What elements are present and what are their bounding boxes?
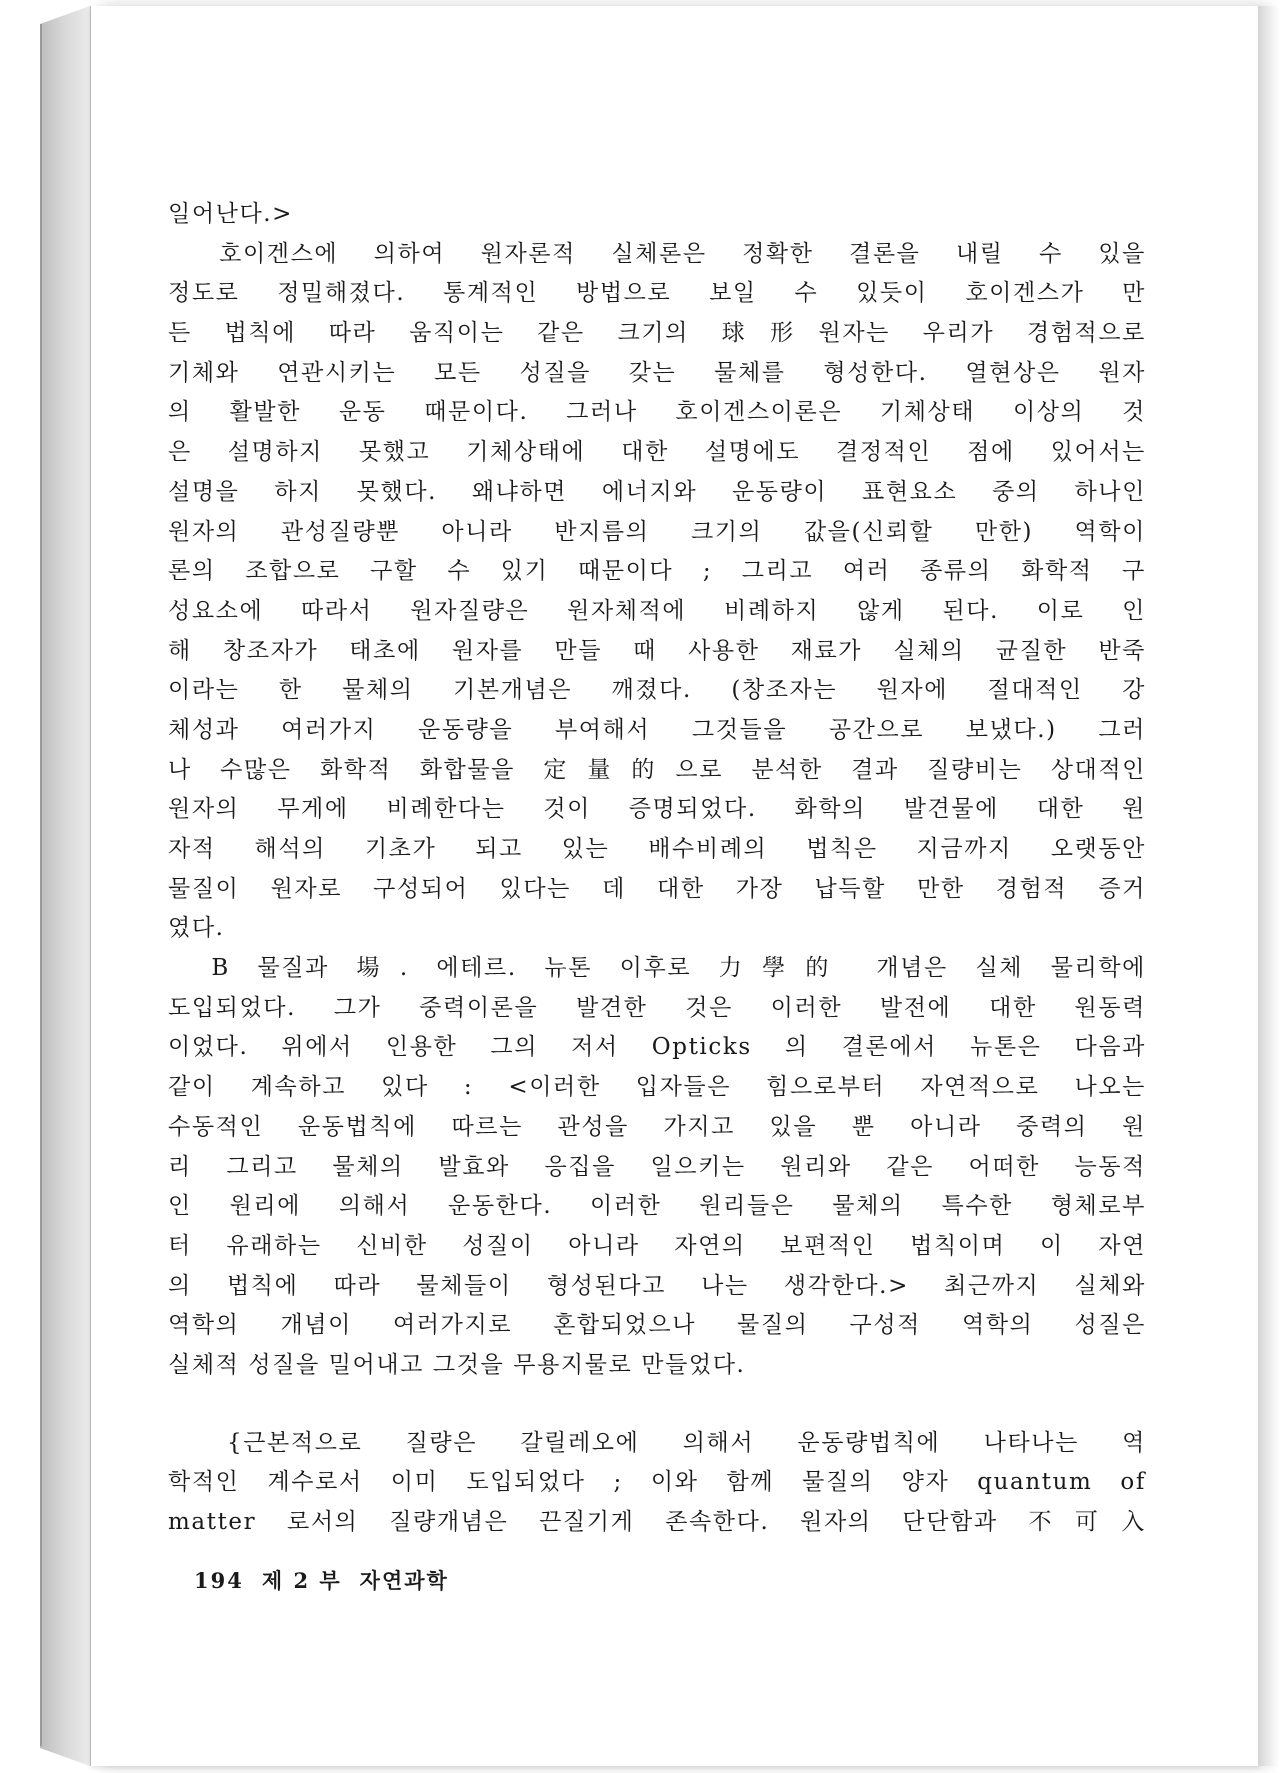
text-line: 역학의 개념이 여러가지로 혼합되었으나 물질의 구성적 역학의 성질은 bbox=[168, 1312, 1146, 1339]
text-line: 든 법칙에 따라 움직이는 같은 크기의 球形원자는 우리가 경험적으로 bbox=[168, 320, 1146, 347]
text-line: 이라는 한 물체의 기본개념은 깨졌다. (창조자는 원자에 절대적인 강 bbox=[168, 677, 1146, 704]
paragraph-gap bbox=[168, 1386, 1146, 1424]
text-line: 원자의 관성질량뿐 아니라 반지름의 크기의 값을(신뢰할 만한) 역학이 bbox=[168, 518, 1146, 545]
text-line: 해 창조자가 태초에 원자를 만들 때 사용한 재료가 실체의 균질한 반죽 bbox=[168, 637, 1146, 664]
text-line: B 물질과 場. 에테르. 뉴톤 이후로 力學的 개념은 실체 물리학에 bbox=[168, 955, 1146, 982]
page-number: 194 bbox=[194, 1568, 244, 1593]
section-label: 자연과학 bbox=[359, 1568, 449, 1593]
text-line: 실체적 성질을 밀어내고 그것을 무용지물로 만들었다. bbox=[168, 1351, 746, 1378]
text-line: 자적 해석의 기초가 되고 있는 배수비례의 법칙은 지금까지 오랫동안 bbox=[168, 836, 1146, 862]
text-line: 물질이 원자로 구성되어 있다는 데 대한 가장 납득할 만한 경험적 증거 bbox=[168, 875, 1146, 902]
text-line: 론의 조합으로 구할 수 있기 때문이다 ; 그리고 여러 종류의 화학적 구 bbox=[168, 558, 1146, 585]
text-line: 나 수많은 화학적 화합물을 定量的으로 분석한 결과 질량비는 상대적인 bbox=[168, 756, 1146, 783]
text-line: 였다. bbox=[168, 915, 225, 942]
text-line: 의 활발한 운동 때문이다. 그러나 호이겐스이론은 기체상태 이상의 것 bbox=[168, 399, 1146, 426]
book-page-edge bbox=[40, 6, 90, 1766]
text-line: 정도로 정밀해졌다. 통계적인 방법으로 보일 수 있듯이 호이겐스가 만 bbox=[168, 280, 1146, 307]
page-footer bbox=[194, 1565, 467, 1595]
body-text bbox=[168, 195, 1146, 1543]
text-line: 은 설명하지 못했고 기체상태에 대한 설명에도 결정적인 점에 있어서는 bbox=[168, 439, 1146, 466]
text-line: 이었다. 위에서 인용한 그의 저서 Opticks 의 결론에서 뉴톤은 다음과 bbox=[168, 1034, 1146, 1061]
text-line: 설명을 하지 못했다. 왜냐하면 에너지와 운동량이 표현요소 중의 하나인 bbox=[168, 478, 1146, 505]
part-label: 제 2 부 bbox=[261, 1568, 342, 1593]
text-line: 체성과 여러가지 운동량을 부여해서 그것들을 공간으로 보냈다.) 그러 bbox=[168, 716, 1146, 743]
text-line: 도입되었다. 그가 중력이론을 발견한 것은 이러한 발전에 대한 원동력 bbox=[168, 994, 1146, 1021]
note-line: {근본적으로 질량은 갈릴레오에 의해서 운동량법칙에 나타나는 역 bbox=[168, 1429, 1146, 1456]
page-shadow bbox=[1258, 6, 1280, 1766]
text-line: 같이 계속하고 있다 : <이러한 입자들은 힘으로부터 자연적으로 나오는 bbox=[168, 1074, 1146, 1101]
text-line: 리 그리고 물체의 발효와 응집을 일으키는 원리와 같은 어떠한 능동적 bbox=[168, 1153, 1146, 1180]
note-line: matter 로서의 질량개념은 끈질기게 존속한다. 원자의 단단함과 不可入 bbox=[168, 1509, 1146, 1535]
text-line: 터 유래하는 신비한 성질이 아니라 자연의 보편적인 법칙이며 이 자연 bbox=[168, 1232, 1146, 1259]
text-line: 원자의 무게에 비례한다는 것이 증명되었다. 화학의 발견물에 대한 원 bbox=[168, 796, 1146, 823]
text-line: 의 법칙에 따라 물체들이 형성된다고 나는 생각한다.> 최근까지 실체와 bbox=[168, 1272, 1146, 1299]
text-line: 호이겐스에 의하여 원자론적 실체론은 정확한 결론을 내릴 수 있을 bbox=[168, 240, 1146, 267]
book-edge-line bbox=[40, 24, 42, 1746]
text-line: 수동적인 운동법칙에 따르는 관성을 가지고 있을 뿐 아니라 중력의 원 bbox=[168, 1113, 1146, 1140]
text-line: 기체와 연관시키는 모든 성질을 갖는 물체를 형성한다. 열현상은 원자 bbox=[168, 359, 1146, 386]
text-line: 인 원리에 의해서 운동한다. 이러한 원리들은 물체의 특수한 형체로부 bbox=[168, 1193, 1146, 1220]
text-line: 성요소에 따라서 원자질량은 원자체적에 비례하지 않게 된다. 이로 인 bbox=[168, 597, 1146, 624]
note-line: 학적인 계수로서 이미 도입되었다 ; 이와 함께 물질의 양자 quantum of bbox=[168, 1469, 1146, 1496]
text-line: 일어난다.> bbox=[168, 201, 294, 227]
